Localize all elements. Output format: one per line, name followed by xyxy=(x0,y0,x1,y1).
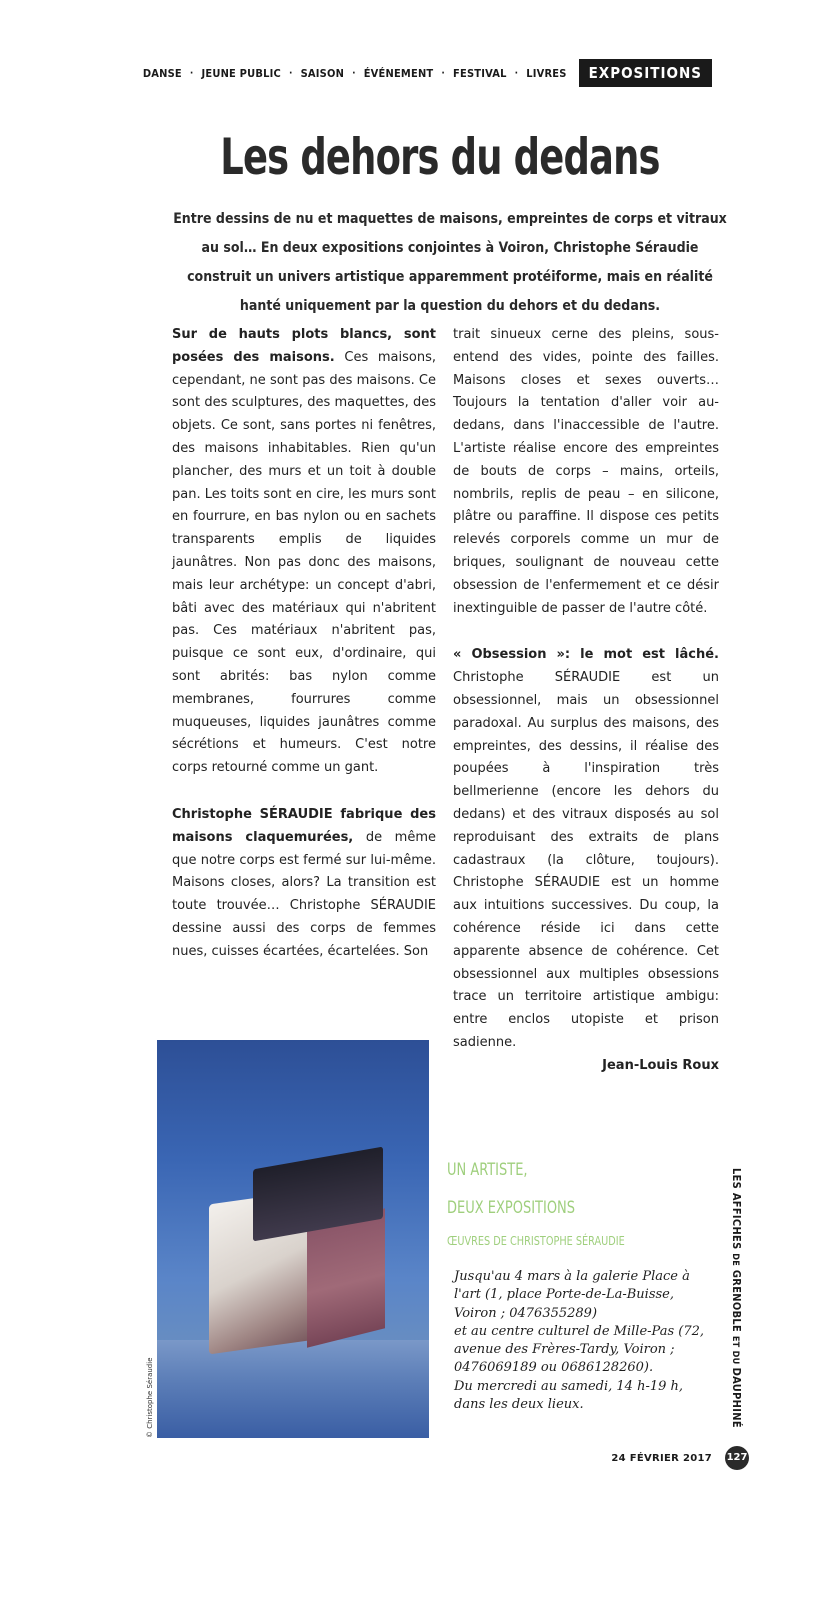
article-title: Les dehors du dedans xyxy=(220,128,660,186)
infobox-line-1: Jusqu'au 4 mars à la galerie Place à l'art (1, place Porte-de-La-Buisse, Voiron ; 0476355289) xyxy=(454,1269,690,1321)
nav-item-expositions-active: EXPOSITIONS xyxy=(579,59,712,87)
issue-date: 24 FÉVRIER 2017 xyxy=(611,1453,712,1464)
infobox-heading-1: UN ARTISTE, xyxy=(447,1160,528,1180)
paragraph-4-text: Christophe SÉRAUDIE est un obsessionnel, mais un obsessionnel paradoxal. Au surplus des maisons, des empreintes, des dessins, il réalise des poupées à l'inspiration très bellmerienne (encore les dehors du dedans) et des vitraux disposés au sol reproduisant des extraits de plans cadastraux (la clôture, toujours). Christophe SÉRAUDIE est un homme aux intuitions successives. Du coup, la cohérence réside ici dans cette apparente absence de cohérence. Cet obsessionnel aux multiples obsessions trace un territoire artistique ambigu: entre enclos utopiste et prison sadienne. xyxy=(453,670,719,1050)
paragraph-2-lead: Christophe SÉRAUDIE fabrique des maisons claquemurées, xyxy=(172,806,436,845)
publication-name xyxy=(730,1168,743,1428)
author-signature: Jean-Louis Roux xyxy=(602,1057,719,1073)
paragraph-1 xyxy=(172,324,436,780)
paragraph-3: trait sinueux cerne des pleins, sous-entend des vides, pointe des failles. Maisons closes et sexes ouverts… Toujours la tentation d'aller voir au-dedans, dans l'inaccessible de l'autre. L'artiste réalise encore des empreintes de bouts de corps – mains, orteils, nombrils, replis de peau – en silicone, plâtre ou paraffine. Il dispose ces petits relevés corporels comme un mur de briques, soulignant de nouveau cette obsession de l'enfermement et ce désir inextinguible de passer de l'autre côté. xyxy=(453,327,719,616)
publication-name-et: ET xyxy=(730,1335,740,1348)
photo-floor xyxy=(157,1340,429,1438)
nav-item-evenement: ÉVÉNEMENT xyxy=(363,66,434,80)
article-column-right xyxy=(453,324,719,1078)
paragraph-4 xyxy=(453,644,719,1054)
article-column-left xyxy=(172,324,436,964)
paragraph-2 xyxy=(172,804,436,964)
publication-name-part3: DAUPHINÉ xyxy=(730,1367,743,1428)
nav-separator: · xyxy=(288,67,293,79)
nav-separator: · xyxy=(189,67,194,79)
paragraph-2-text: de même que notre corps est fermé sur lui-même. Maisons closes, alors? La transition est toute trouvée… Christophe SÉRAUDIE dessine aussi des corps de femmes nues, cuisses écartées, écartelées. Son xyxy=(172,829,436,959)
photo-credit: © Christophe Séraudie xyxy=(146,1357,154,1438)
publication-name-du: DU xyxy=(730,1347,740,1368)
publication-name-de: DE xyxy=(730,1253,740,1267)
nav-item-festival: FESTIVAL xyxy=(453,66,507,80)
publication-name-part1: LES AFFICHES xyxy=(730,1168,743,1254)
nav-item-jeune-public: JEUNE PUBLIC xyxy=(201,66,281,80)
nav-item-danse: DANSE xyxy=(142,66,182,80)
infobox-heading-3: ŒUVRES DE CHRISTOPHE SÉRAUDIE xyxy=(447,1234,625,1248)
nav-separator: · xyxy=(514,67,519,79)
paragraph-1-text: Ces maisons, cependant, ne sont pas des maisons. Ce sont des sculptures, des maquettes, des objets. Ce sont, sans portes ni fenêtres, des maisons inhabitables. Rien qu'un plancher, des murs et un toit à double pan. Les toits sont en cire, les murs sont en fourrure, en bas nylon ou en sachets transparents emplis de liquides jaunâtres. Non pas donc des maisons, mais leur archétype: un concept d'abri, bâti avec des matériaux qui n'abritent pas. Ces matériaux n'abritent pas, puisque ce sont eux, d'ordinaire, qui sont abrités: bas nylon comme membranes, fourrures comme muqueuses, liquides jaunâtres comme sécrétions et humeurs. C'est notre corps retourné comme un gant. xyxy=(172,349,436,776)
sculpture-photo xyxy=(157,1040,429,1438)
infobox-line-2: et au centre culturel de Mille-Pas (72, avenue des Frères-Tardy, Voiron ; 0476069189 ou 0686128260). xyxy=(454,1323,705,1376)
section-nav xyxy=(140,58,712,88)
infobox-details xyxy=(454,1268,712,1414)
infobox-line-3: Du mercredi au samedi, 14 h-19 h, dans les deux lieux. xyxy=(454,1378,684,1413)
nav-separator: · xyxy=(441,67,446,79)
infobox-heading-2: DEUX EXPOSITIONS xyxy=(447,1198,576,1218)
nav-item-livres: LIVRES xyxy=(526,66,567,80)
article-standfirst: Entre dessins de nu et maquettes de maisons, empreintes de corps et vitraux au sol… En deux expositions conjointes à Voiron, Christophe Séraudie construit un univers artistique apparemment protéiforme, mais en réalité hanté uniquement par la question du dehors et du dedans. xyxy=(173,211,727,314)
publication-name-part2: GRENOBLE xyxy=(730,1266,743,1336)
page-number: 127 xyxy=(725,1446,749,1470)
paragraph-4-lead: « Obsession »: le mot est lâché. xyxy=(453,647,719,663)
paragraph-1-lead: Sur de hauts plots blancs, sont posées des maisons. xyxy=(172,327,436,365)
nav-item-saison: SAISON xyxy=(300,66,345,80)
nav-separator: · xyxy=(352,67,356,79)
